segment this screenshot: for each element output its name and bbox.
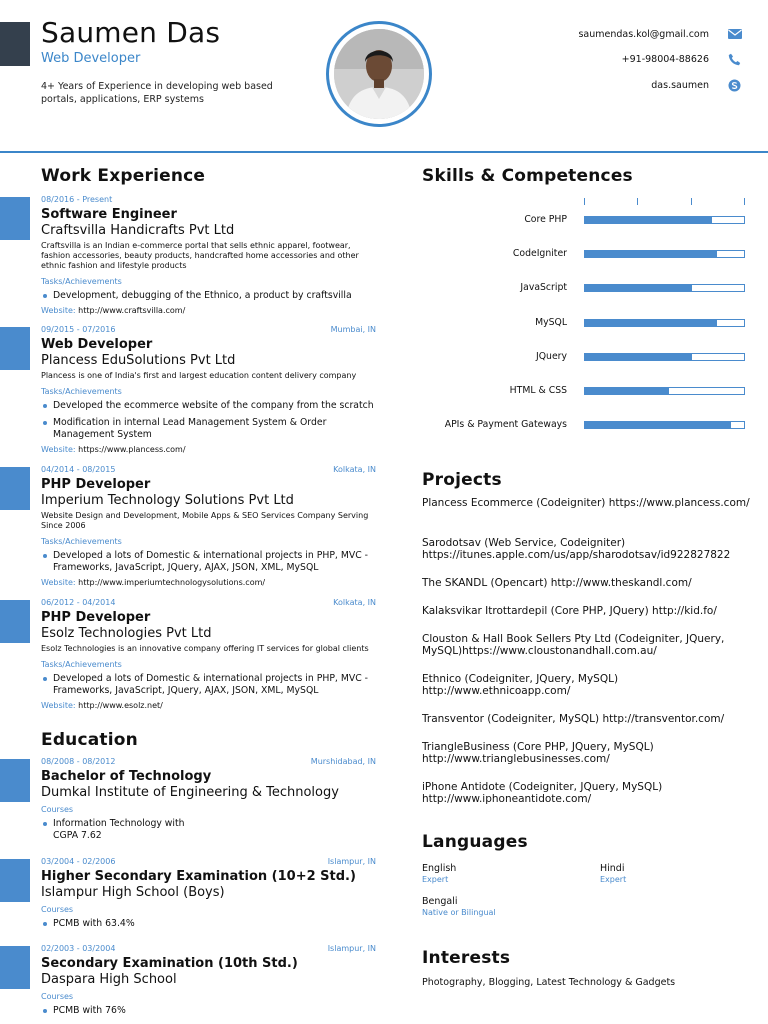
education-section-title: Education bbox=[41, 730, 138, 750]
entry-location: Mumbai, IN bbox=[330, 325, 376, 334]
website-label: Website: bbox=[41, 578, 76, 587]
skill-scale-tick bbox=[584, 198, 585, 205]
entry-accent-bar bbox=[0, 946, 30, 989]
project-item: The SKANDL (Opencart) http://www.theskandl.com/ bbox=[422, 577, 692, 589]
courses-label: Courses bbox=[41, 992, 74, 1001]
language-name: Hindi bbox=[600, 863, 625, 874]
skill-level-fill bbox=[585, 320, 717, 326]
candidate-role: Web Developer bbox=[41, 51, 141, 66]
entry-company: Plancess EduSolutions Pvt Ltd bbox=[41, 353, 236, 368]
entry-position: PHP Developer bbox=[41, 610, 151, 625]
website-link[interactable]: http://www.esolz.net/ bbox=[78, 701, 163, 710]
task-item: Developed a lots of Domestic & international projects in PHP, MVC - Frameworks, JavaScript, JQuery, AJAX, JSON, XML, MySQL bbox=[41, 673, 376, 697]
skill-level-bar bbox=[584, 216, 745, 224]
work-entry bbox=[41, 465, 376, 588]
course-item: Information Technology with CGPA 7.62 bbox=[41, 818, 201, 842]
entry-school: Islampur High School (Boys) bbox=[41, 885, 225, 900]
header-accent-bar bbox=[0, 22, 30, 66]
work-entry bbox=[41, 325, 376, 455]
skill-level-fill bbox=[585, 354, 692, 360]
entry-accent-bar bbox=[0, 327, 30, 370]
language-item bbox=[600, 863, 626, 885]
skill-scale-tick bbox=[691, 198, 692, 205]
skype-icon bbox=[727, 78, 742, 92]
education-entry bbox=[41, 944, 376, 1017]
skype-text[interactable]: das.saumen bbox=[651, 79, 709, 91]
tasks-label: Tasks/Achievements bbox=[41, 277, 122, 286]
skill-level-fill bbox=[585, 217, 712, 223]
entry-location: Murshidabad, IN bbox=[310, 757, 376, 766]
course-item: PCMB with 76% bbox=[41, 1005, 376, 1017]
tasks-label: Tasks/Achievements bbox=[41, 537, 122, 546]
entry-position: Web Developer bbox=[41, 337, 153, 352]
language-level: Native or Bilingual bbox=[422, 908, 496, 917]
project-item: Sarodotsav (Web Service, Codeigniter) https://itunes.apple.com/us/app/sharodotsav/id922827822 bbox=[422, 537, 731, 561]
envelope-icon bbox=[727, 27, 742, 41]
skill-level-fill bbox=[585, 388, 669, 394]
header-divider bbox=[0, 151, 768, 153]
skill-level-fill bbox=[585, 422, 731, 428]
skill-level-bar bbox=[584, 284, 745, 292]
education-entry bbox=[41, 757, 376, 842]
entry-company: Imperium Technology Solutions Pvt Ltd bbox=[41, 493, 294, 508]
entry-position: Software Engineer bbox=[41, 207, 177, 222]
interests-text: Photography, Blogging, Latest Technology & Gadgets bbox=[422, 977, 676, 988]
entry-dates: 02/2003 - 03/2004 bbox=[41, 944, 116, 953]
website-label: Website: bbox=[41, 701, 76, 710]
course-item: PCMB with 63.4% bbox=[41, 918, 376, 930]
entry-degree: Higher Secondary Examination (10+2 Std.) bbox=[41, 869, 356, 884]
contact-skype-row bbox=[651, 78, 742, 92]
entry-location: Islampur, IN bbox=[327, 944, 376, 953]
candidate-summary: 4+ Years of Experience in developing web based portals, applications, ERP systems bbox=[41, 81, 273, 105]
website-label: Website: bbox=[41, 445, 76, 454]
language-item bbox=[422, 863, 456, 885]
entry-accent-bar bbox=[0, 600, 30, 643]
contact-email-row bbox=[578, 27, 742, 41]
skill-label: JavaScript bbox=[520, 282, 567, 293]
entry-dates: 08/2008 - 08/2012 bbox=[41, 757, 116, 766]
work-entry bbox=[41, 195, 376, 316]
entry-description: Plancess is one of India's first and largest education content delivery company bbox=[41, 371, 357, 380]
skill-label: JQuery bbox=[536, 351, 567, 362]
phone-text[interactable]: +91-98004-88626 bbox=[621, 53, 709, 65]
task-item: Development, debugging of the Ethnico, a product by craftsvilla bbox=[41, 290, 376, 302]
entry-dates: 03/2004 - 02/2006 bbox=[41, 857, 116, 866]
skill-level-bar bbox=[584, 387, 745, 395]
entry-accent-bar bbox=[0, 467, 30, 510]
entry-location: Kolkata, IN bbox=[333, 598, 376, 607]
entry-description: Website Design and Development, Mobile Apps & SEO Services Company Serving Since 2006 bbox=[41, 511, 369, 530]
project-item: Ethnico (Codeigniter, JQuery, MySQL) http://www.ethnicoapp.com/ bbox=[422, 673, 619, 697]
project-item: Transventor (Codeigniter, MySQL) http://transventor.com/ bbox=[422, 713, 725, 725]
language-level: Expert bbox=[600, 875, 627, 884]
website-label: Website: bbox=[41, 306, 76, 315]
language-name: Bengali bbox=[422, 896, 458, 907]
skill-label: MySQL bbox=[535, 317, 567, 328]
skill-scale-tick bbox=[637, 198, 638, 205]
skill-level-bar bbox=[584, 250, 745, 258]
skill-level-bar bbox=[584, 353, 745, 361]
tasks-label: Tasks/Achievements bbox=[41, 387, 122, 396]
website-link[interactable]: https://www.plancess.com/ bbox=[78, 445, 186, 454]
entry-location: Islampur, IN bbox=[327, 857, 376, 866]
project-item: iPhone Antidote (Codeigniter, JQuery, MySQL) http://www.iphoneantidote.com/ bbox=[422, 781, 663, 805]
candidate-name: Saumen Das bbox=[41, 16, 221, 49]
language-name: English bbox=[422, 863, 457, 874]
education-entry bbox=[41, 857, 376, 930]
skill-scale-tick bbox=[744, 198, 745, 205]
project-item: Clouston & Hall Book Sellers Pty Ltd (Codeigniter, JQuery, MySQL)https://www.cloustonandhall.com.au/ bbox=[422, 633, 725, 657]
entry-degree: Secondary Examination (10th Std.) bbox=[41, 956, 298, 971]
projects-section-title: Projects bbox=[422, 470, 502, 490]
task-item: Developed the ecommerce website of the company from the scratch bbox=[41, 400, 376, 412]
entry-description: Craftsvilla is an Indian e-commerce portal that sells ethnic apparel, footwear, fashion accessories, beauty products, handcrafted home accessories and other ethnic fashion and lifestyle products bbox=[41, 241, 359, 270]
interests-section-title: Interests bbox=[422, 948, 511, 968]
entry-school: Dumkal Institute of Engineering & Technology bbox=[41, 785, 339, 800]
contact-phone-row bbox=[622, 52, 742, 66]
skill-label: CodeIgniter bbox=[512, 248, 567, 259]
entry-accent-bar bbox=[0, 859, 30, 902]
entry-dates: 08/2016 - Present bbox=[41, 195, 113, 204]
tasks-label: Tasks/Achievements bbox=[41, 660, 122, 669]
courses-label: Courses bbox=[41, 805, 74, 814]
language-item bbox=[422, 896, 496, 918]
task-item: Developed a lots of Domestic & international projects in PHP, MVC - Frameworks, JavaScript, JQuery, AJAX, JSON, XML, MySQL bbox=[41, 550, 376, 574]
skill-label: HTML & CSS bbox=[509, 385, 567, 396]
work-section-title: Work Experience bbox=[41, 166, 206, 186]
courses-label: Courses bbox=[41, 905, 74, 914]
skill-level-bar bbox=[584, 421, 745, 429]
project-item: TriangleBusiness (Core PHP, JQuery, MySQL) http://www.trianglebusinesses.com/ bbox=[422, 741, 654, 765]
entry-accent-bar bbox=[0, 759, 30, 802]
entry-location: Kolkata, IN bbox=[333, 465, 376, 474]
phone-icon bbox=[727, 52, 742, 66]
entry-dates: 09/2015 - 07/2016 bbox=[41, 325, 116, 334]
entry-dates: 06/2012 - 04/2014 bbox=[41, 598, 116, 607]
email-text[interactable]: saumendas.kol@gmail.com bbox=[578, 28, 709, 40]
entry-accent-bar bbox=[0, 197, 30, 240]
entry-school: Daspara High School bbox=[41, 972, 177, 987]
project-item: Kalaksvikar Itrottardepil (Core PHP, JQuery) http://kid.fo/ bbox=[422, 605, 717, 617]
entry-company: Craftsvilla Handicrafts Pvt Ltd bbox=[41, 223, 235, 238]
project-item: Plancess Ecommerce (Codeigniter) https://www.plancess.com/ bbox=[422, 497, 750, 509]
task-item: Modification in internal Lead Management System & Order Management System bbox=[41, 417, 376, 441]
skill-label: APIs & Payment Gateways bbox=[444, 419, 567, 430]
language-level: Expert bbox=[422, 875, 449, 884]
entry-position: PHP Developer bbox=[41, 477, 151, 492]
website-link[interactable]: http://www.imperiumtechnologysolutions.com/ bbox=[78, 578, 266, 587]
skill-level-fill bbox=[585, 251, 717, 257]
profile-photo bbox=[326, 21, 432, 127]
skills-section-title: Skills & Competences bbox=[422, 166, 633, 186]
entry-company: Esolz Technologies Pvt Ltd bbox=[41, 626, 212, 641]
person-photo-icon bbox=[334, 29, 424, 119]
entry-degree: Bachelor of Technology bbox=[41, 769, 212, 784]
entry-dates: 04/2014 - 08/2015 bbox=[41, 465, 116, 474]
languages-section-title: Languages bbox=[422, 832, 528, 852]
work-entry bbox=[41, 598, 376, 711]
website-link[interactable]: http://www.craftsvilla.com/ bbox=[78, 306, 186, 315]
skill-level-fill bbox=[585, 285, 692, 291]
entry-description: Esolz Technologies is an innovative company offering IT services for global clients bbox=[41, 644, 369, 653]
skill-level-bar bbox=[584, 319, 745, 327]
skill-label: Core PHP bbox=[524, 214, 567, 225]
